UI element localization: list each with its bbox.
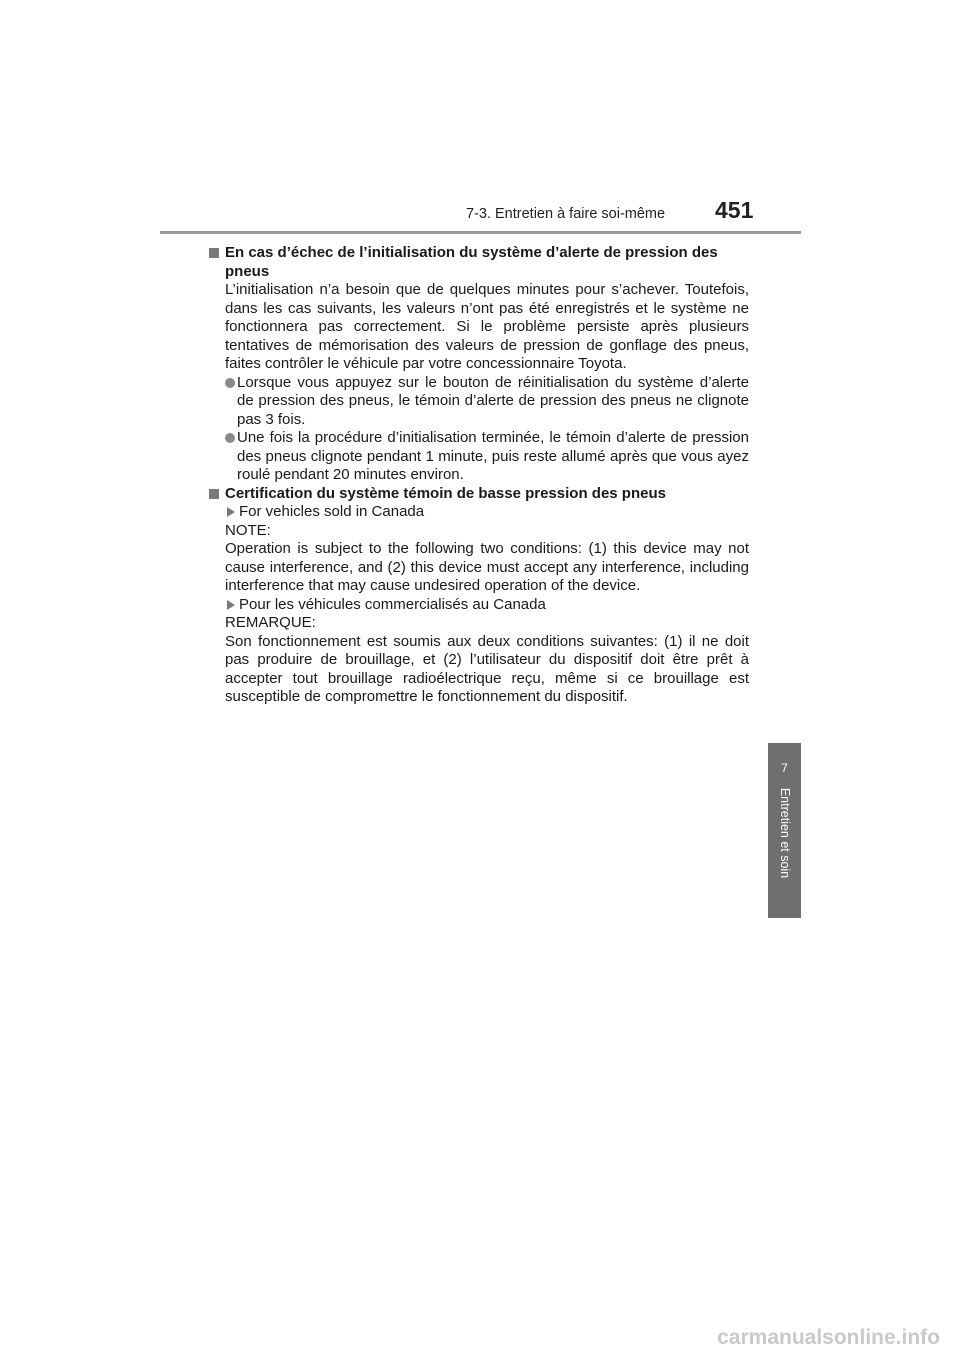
square-bullet-icon bbox=[209, 489, 219, 499]
paragraph: L’initialisation n’a besoin que de quelques minutes pour s’achever. Toutefois, dans les cas suivants, les valeurs n’ont pas été enregistrés et le système ne fonctionnera pas correctement. Si le problème persiste après plusieurs tentatives de mémorisation des valeurs de pression de gonflage des pneus, faites contrôler le véhicule par votre concessionnaire Toyota. bbox=[225, 281, 749, 372]
chapter-label: Entretien et soin bbox=[777, 787, 792, 879]
circle-bullet-icon bbox=[225, 378, 235, 388]
list-item bbox=[207, 429, 749, 485]
sub-heading bbox=[207, 596, 749, 615]
section-heading-init-failure bbox=[207, 244, 749, 281]
triangle-arrow-icon bbox=[227, 507, 235, 517]
section-heading-certification bbox=[207, 485, 749, 504]
section-heading-text: Certification du système témoin de basse pression des pneus bbox=[225, 484, 666, 502]
sub-heading bbox=[207, 503, 749, 522]
section-heading-text: En cas d’échec de l’initialisation du système d’alerte de pression des pneus bbox=[225, 244, 718, 280]
note-heading: NOTE: bbox=[225, 521, 271, 539]
header-divider bbox=[160, 231, 801, 234]
list-item-text: Une fois la procédure d’initialisation terminée, le témoin d’alerte de pression des pneus clignote pendant 1 minute, puis reste allumé après que vous ayez roulé pendant 20 minutes environ. bbox=[237, 429, 749, 483]
note-body: Operation is subject to the following two conditions: (1) this device may not cause interference, and (2) this device must accept any interference, including interference that may cause undesired operation of the device. bbox=[225, 540, 749, 594]
note-heading: REMARQUE: bbox=[225, 614, 316, 631]
triangle-arrow-icon bbox=[227, 600, 235, 610]
page-number: 451 bbox=[715, 197, 754, 223]
page-content bbox=[207, 244, 749, 707]
chapter-number: 7 bbox=[781, 761, 788, 775]
sub-heading-text: For vehicles sold in Canada bbox=[239, 503, 425, 520]
note-body: Son fonctionnement est soumis aux deux conditions suivantes: (1) il ne doit pas produire de brouillage, et (2) l’utilisateur du dispositif doit être prêt à accepter tout brouillage radioélectrique reçu, même si ce brouillage est susceptible de compromettre le fonctionnement du dispositif. bbox=[225, 632, 749, 705]
chapter-tab bbox=[768, 743, 801, 918]
list-item-text: Lorsque vous appuyez sur le bouton de réinitialisation du système d’alerte de pression des pneus, le témoin d’alerte de pression des pneus ne clignote pas 3 fois. bbox=[237, 373, 749, 428]
circle-bullet-icon bbox=[225, 433, 235, 443]
watermark: carmanualsonline.info bbox=[717, 1326, 940, 1349]
section-title: 7-3. Entretien à faire soi-même bbox=[466, 206, 666, 222]
square-bullet-icon bbox=[209, 248, 219, 258]
list-item bbox=[207, 374, 749, 430]
sub-heading-text: Pour les véhicules commercialisés au Canada bbox=[239, 595, 546, 613]
